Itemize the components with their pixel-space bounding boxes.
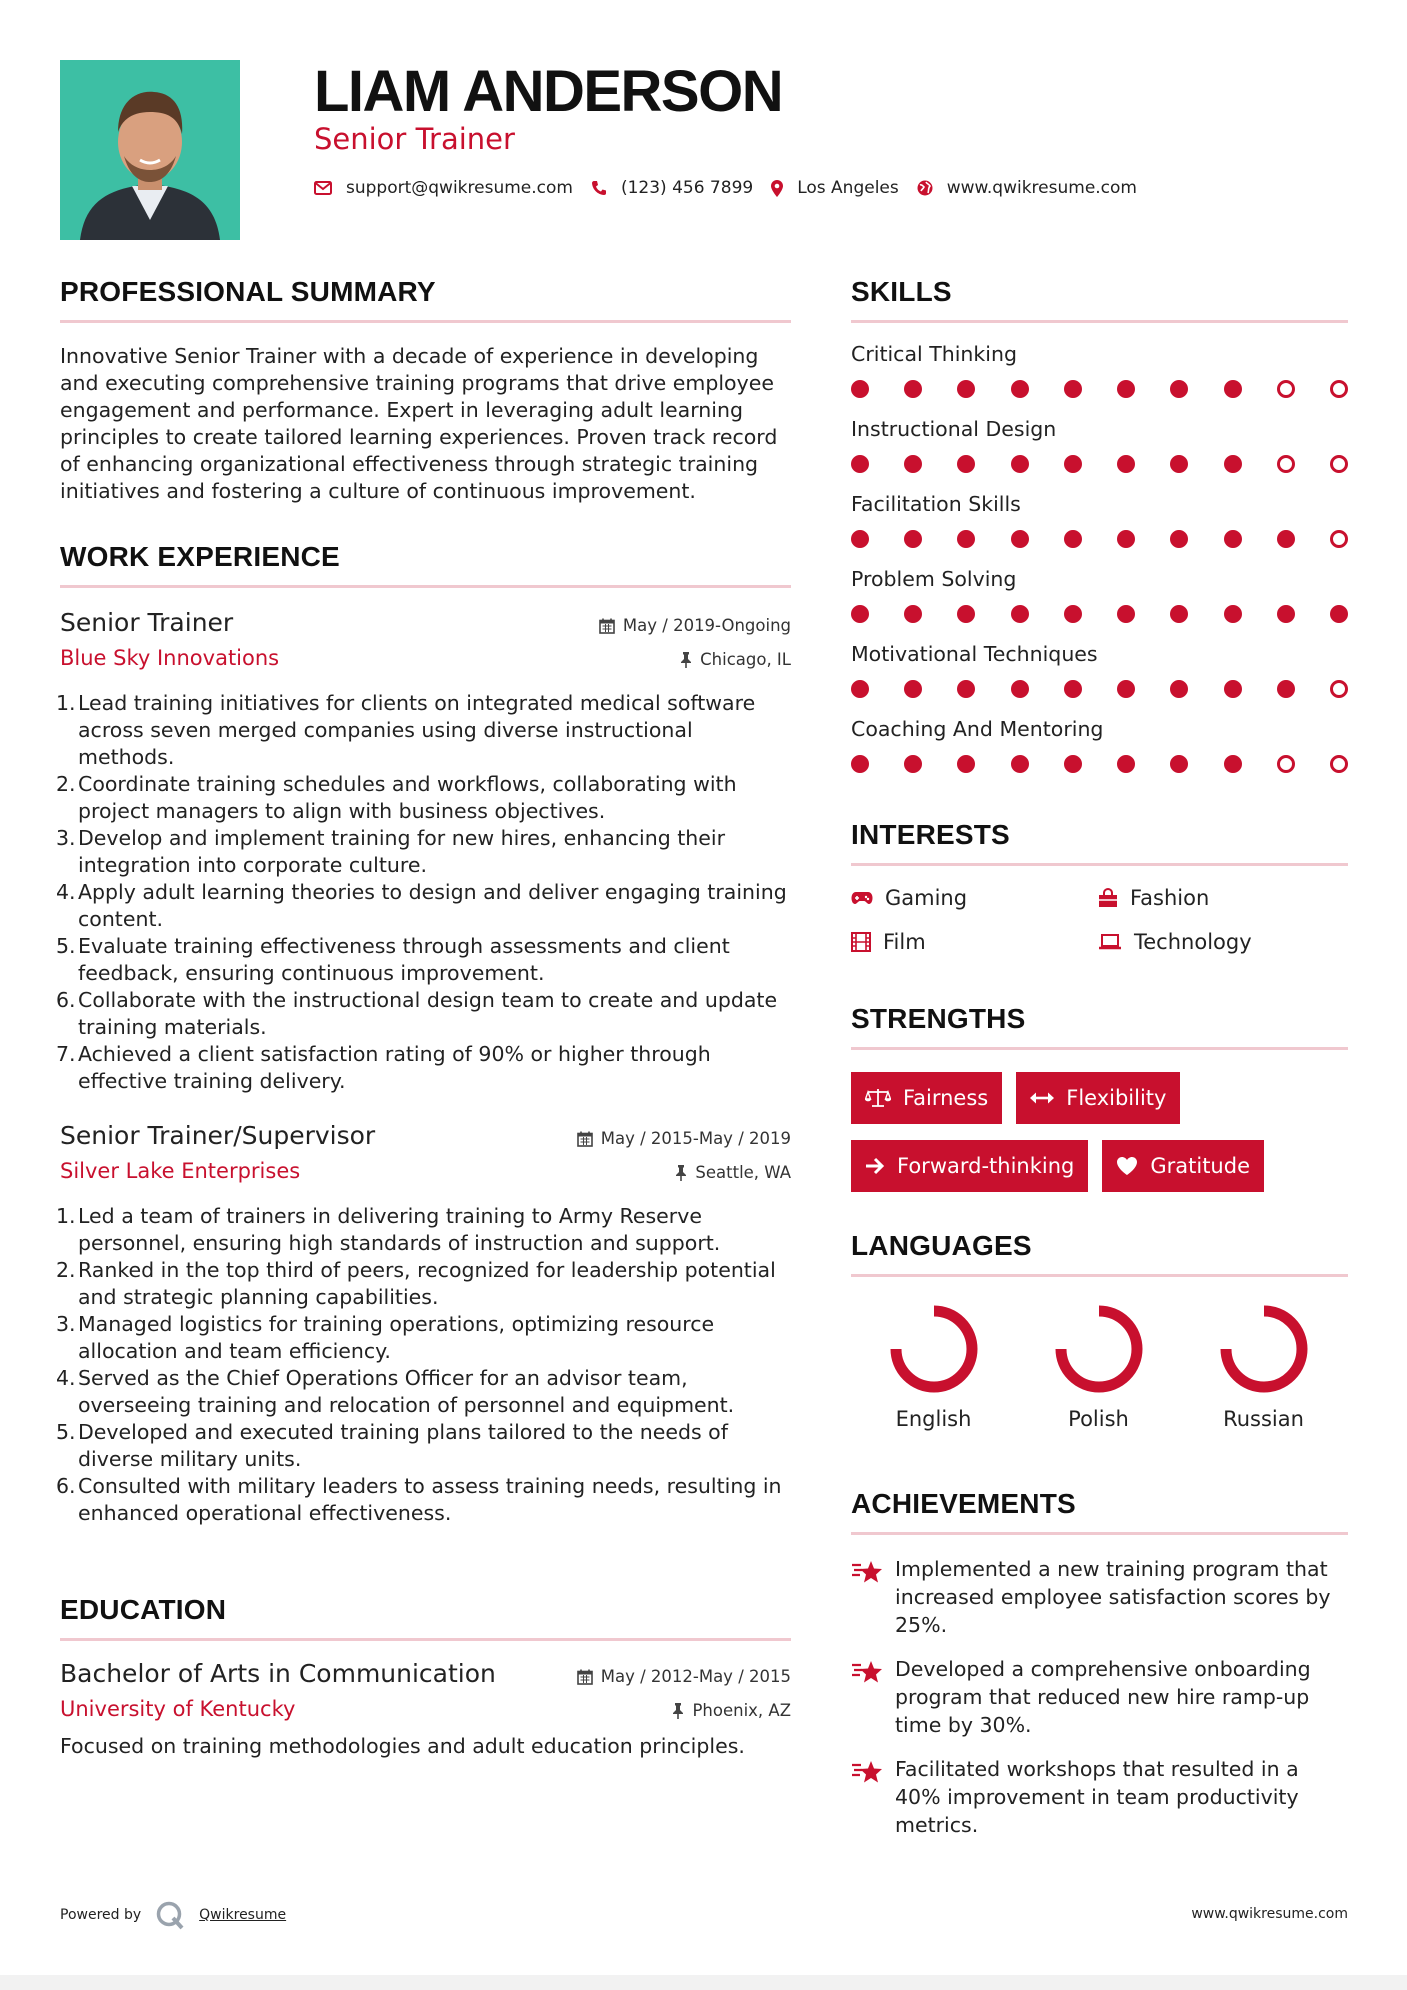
shooting-star-icon: [851, 1759, 883, 1785]
job-entry: [56, 608, 791, 1095]
contact-phone-text: (123) 456 7899: [620, 178, 754, 198]
duty-item: [56, 690, 791, 771]
duty-item: [56, 1041, 791, 1095]
duty-item: [56, 1419, 791, 1473]
skill-name: Instructional Design: [851, 417, 1057, 441]
map-marker-icon: [771, 180, 783, 197]
language-item: [851, 1301, 1016, 1431]
rating-dot-filled: [904, 680, 922, 698]
duty-item: [56, 1311, 791, 1365]
rating-dot-filled: [1170, 530, 1188, 548]
rating-dot-filled: [851, 380, 869, 398]
duty-item: [56, 933, 791, 987]
jobs-list: [56, 608, 791, 1527]
rating-dot-filled: [851, 605, 869, 623]
experience-heading: WORK EXPERIENCE: [60, 541, 791, 588]
rating-dot-filled: [1277, 680, 1295, 698]
candidate-name: LIAM ANDERSON: [314, 59, 783, 124]
rating-dot-filled: [1117, 680, 1135, 698]
envelope-icon: [314, 181, 332, 195]
contact-location-text: Los Angeles: [797, 178, 899, 198]
duty-item: [56, 825, 791, 879]
interest-label: Gaming: [885, 886, 968, 910]
achievements-heading: ACHIEVEMENTS: [851, 1488, 1348, 1535]
skill-item: [851, 716, 1348, 773]
profile-photo: [60, 60, 240, 240]
rating-dot-filled: [1011, 380, 1029, 398]
duty-number: 5.: [56, 1420, 76, 1444]
duty-number: 1.: [56, 691, 76, 715]
skill-name: Facilitation Skills: [851, 492, 1021, 516]
skill-rating: [851, 680, 1348, 698]
rating-dot-filled: [1277, 605, 1295, 623]
rating-dot-filled: [1011, 755, 1029, 773]
rating-dot-filled: [1117, 755, 1135, 773]
summary-text: Innovative Senior Trainer with a decade of experience in developing and executing comprehensive training programs that drive employee engagement and performance. Expert in leveraging adult learning principles to create tailored learning experiences. Proven track record of enhancing organizational effectiveness through strategic training initiatives and fostering a culture of continuous improvement.: [60, 344, 778, 503]
interest-item: [1098, 886, 1348, 910]
job-company: Silver Lake Enterprises: [60, 1159, 301, 1183]
duty-text: Lead training initiatives for clients on integrated medical software across seven merged companies using diverse instructional methods.: [78, 691, 756, 769]
languages-section: [851, 1230, 1348, 1431]
rating-dot-filled: [1170, 605, 1188, 623]
duty-item: [56, 1257, 791, 1311]
rating-dot-filled: [1011, 680, 1029, 698]
interest-item: [851, 930, 1098, 954]
education-degree: Bachelor of Arts in Communication: [60, 1659, 496, 1688]
interests-list: [851, 886, 1348, 954]
interest-label: Technology: [1134, 930, 1252, 954]
rating-dot-empty: [1277, 755, 1295, 773]
language-proficiency-arc: [1226, 1311, 1302, 1387]
skills-heading: SKILLS: [851, 276, 1348, 323]
language-item: [1016, 1301, 1181, 1431]
strength-badge: [851, 1072, 1002, 1124]
interest-label: Fashion: [1130, 886, 1210, 910]
rating-dot-empty: [1330, 530, 1348, 548]
rating-dot-empty: [1330, 380, 1348, 398]
job-entry: [56, 1121, 791, 1527]
summary-section: [60, 276, 791, 505]
duty-text: Developed and executed training plans tailored to the needs of diverse military units.: [78, 1420, 728, 1471]
duty-item: [56, 879, 791, 933]
laptop-icon: [1098, 934, 1122, 950]
strength-badge: [851, 1140, 1088, 1192]
language-name: Russian: [1223, 1407, 1304, 1431]
rating-dot-filled: [904, 530, 922, 548]
duty-item: [56, 1473, 791, 1527]
skill-item: [851, 566, 1348, 623]
duty-text: Ranked in the top third of peers, recognized for leadership potential and strategic planning capabilities.: [78, 1258, 776, 1309]
rating-dot-empty: [1330, 755, 1348, 773]
duty-number: 2.: [56, 1258, 76, 1282]
achievements-section: [851, 1488, 1348, 1855]
rating-dot-filled: [1170, 455, 1188, 473]
rating-dot-filled: [1330, 605, 1348, 623]
rating-dot-filled: [851, 755, 869, 773]
skill-item: [851, 491, 1348, 548]
education-location: [672, 1701, 791, 1720]
rating-dot-filled: [851, 530, 869, 548]
duty-text: Served as the Chief Operations Officer for an advisor team, overseeing training and relocation of personnel and equipment.: [78, 1366, 735, 1417]
achievement-text: Facilitated workshops that resulted in a 40% improvement in team productivity metrics.: [895, 1757, 1299, 1837]
rating-dot-filled: [851, 455, 869, 473]
education-entry: [60, 1659, 791, 1760]
strengths-heading: STRENGTHS: [851, 1003, 1348, 1050]
duty-item: [56, 987, 791, 1041]
achievement-item: [851, 1755, 1348, 1839]
education-date: [577, 1667, 791, 1686]
duty-number: 4.: [56, 880, 76, 904]
contact-location: [771, 178, 899, 198]
rating-dot-filled: [1064, 680, 1082, 698]
rating-dot-filled: [904, 380, 922, 398]
footer-website[interactable]: www.qwikresume.com: [1191, 1906, 1348, 1922]
job-location: [675, 1163, 791, 1182]
rating-dot-filled: [851, 680, 869, 698]
rating-dot-filled: [1117, 605, 1135, 623]
skill-item: [851, 641, 1348, 698]
duty-text: Collaborate with the instructional design team to create and update training materials.: [78, 988, 778, 1039]
skills-list: [851, 341, 1348, 773]
globe-icon: [917, 180, 933, 196]
duty-text: Led a team of trainers in delivering training to Army Reserve personnel, ensuring high standards of instruction and support.: [78, 1204, 721, 1255]
strength-label: Fairness: [903, 1086, 989, 1110]
gamepad-icon: [851, 891, 873, 905]
rating-dot-filled: [904, 455, 922, 473]
job-date-text: May / 2019-Ongoing: [622, 616, 791, 635]
rating-dot-filled: [1064, 605, 1082, 623]
duty-item: [56, 771, 791, 825]
contact-email-text: support@qwikresume.com: [346, 178, 573, 198]
contact-phone[interactable]: [591, 178, 753, 198]
strengths-section: [851, 1003, 1348, 1192]
rating-dot-filled: [1224, 530, 1242, 548]
language-name: Polish: [1068, 1407, 1129, 1431]
duty-number: 6.: [56, 988, 76, 1012]
education-heading: EDUCATION: [60, 1594, 791, 1641]
interest-item: [851, 886, 1098, 910]
contact-bar: [314, 178, 1155, 198]
powered-by-text: Powered by: [60, 1907, 142, 1923]
duty-number: 5.: [56, 934, 76, 958]
language-item: [1181, 1301, 1346, 1431]
shooting-star-icon: [851, 1659, 883, 1685]
phone-icon: [591, 180, 607, 196]
duty-number: 7.: [56, 1042, 76, 1066]
duty-text: Evaluate training effectiveness through assessments and client feedback, ensuring continuous improvement.: [78, 934, 730, 985]
balance-scale-icon: [865, 1088, 891, 1108]
rating-dot-filled: [1170, 680, 1188, 698]
skill-name: Motivational Techniques: [851, 642, 1098, 666]
duty-number: 1.: [56, 1204, 76, 1228]
heart-icon: [1116, 1156, 1138, 1176]
rating-dot-filled: [1011, 455, 1029, 473]
duty-text: Coordinate training schedules and workflows, collaborating with project managers to align with business objectives.: [78, 772, 737, 823]
duty-number: 4.: [56, 1366, 76, 1390]
strength-badge: [1102, 1140, 1264, 1192]
rating-dot-filled: [1170, 380, 1188, 398]
rating-dot-filled: [1117, 380, 1135, 398]
film-icon: [851, 932, 871, 952]
rating-dot-filled: [957, 530, 975, 548]
skill-name: Coaching And Mentoring: [851, 717, 1104, 741]
job-role: Senior Trainer/Supervisor: [60, 1121, 376, 1150]
shooting-star-icon: [851, 1559, 883, 1585]
arrows-horizontal-icon: [1030, 1091, 1054, 1105]
education-date-text: May / 2012-May / 2015: [600, 1667, 791, 1686]
duties-list: [56, 1203, 791, 1527]
rating-dot-filled: [1224, 605, 1242, 623]
duty-number: 3.: [56, 1312, 76, 1336]
interests-heading: INTERESTS: [851, 819, 1348, 866]
rating-dot-filled: [1224, 755, 1242, 773]
pushpin-icon: [680, 652, 692, 668]
contact-website-text: www.qwikresume.com: [946, 178, 1137, 198]
experience-section: [56, 541, 791, 1527]
skill-rating: [851, 605, 1348, 623]
skill-rating: [851, 755, 1348, 773]
pushpin-icon: [672, 1703, 684, 1719]
rating-dot-empty: [1330, 680, 1348, 698]
duty-text: Consulted with military leaders to assess training needs, resulting in enhanced operational effectiveness.: [78, 1474, 782, 1525]
language-name: English: [895, 1407, 972, 1431]
interest-item: [1098, 930, 1348, 954]
skill-name: Problem Solving: [851, 567, 1017, 591]
rating-dot-filled: [1064, 530, 1082, 548]
rating-dot-filled: [957, 605, 975, 623]
rating-dot-empty: [1277, 455, 1295, 473]
calendar-icon: [577, 1131, 593, 1147]
duty-number: 3.: [56, 826, 76, 850]
strengths-list: [851, 1072, 1271, 1192]
job-location-text: Seattle, WA: [695, 1163, 791, 1182]
language-proficiency-ring: [1051, 1301, 1147, 1397]
education-description: Focused on training methodologies and adult education principles.: [60, 1734, 745, 1758]
duty-item: [56, 1203, 791, 1257]
rating-dot-filled: [1011, 605, 1029, 623]
pushpin-icon: [675, 1165, 687, 1181]
achievement-item: [851, 1655, 1348, 1739]
duty-text: Achieved a client satisfaction rating of 90% or higher through effective training delivery.: [78, 1042, 711, 1093]
job-company: Blue Sky Innovations: [60, 646, 280, 670]
rating-dot-filled: [957, 680, 975, 698]
rating-dot-filled: [1064, 455, 1082, 473]
job-location: [680, 650, 791, 669]
rating-dot-filled: [957, 755, 975, 773]
rating-dot-filled: [1064, 755, 1082, 773]
rating-dot-filled: [904, 605, 922, 623]
language-proficiency-arc: [896, 1311, 972, 1387]
duty-number: 6.: [56, 1474, 76, 1498]
rating-dot-filled: [1117, 530, 1135, 548]
skills-section: [851, 276, 1348, 773]
achievements-list: [851, 1555, 1348, 1839]
skill-item: [851, 341, 1348, 398]
duties-list: [56, 690, 791, 1095]
strength-label: Forward-thinking: [897, 1154, 1075, 1178]
rating-dot-filled: [957, 380, 975, 398]
rating-dot-empty: [1330, 455, 1348, 473]
achievement-item: [851, 1555, 1348, 1639]
rating-dot-filled: [1224, 680, 1242, 698]
strength-badge: [1016, 1072, 1180, 1124]
summary-heading: PROFESSIONAL SUMMARY: [60, 276, 791, 323]
job-date-text: May / 2015-May / 2019: [600, 1129, 791, 1148]
achievement-text: Implemented a new training program that increased employee satisfaction scores by 25%.: [895, 1557, 1331, 1637]
strength-label: Flexibility: [1066, 1086, 1167, 1110]
rating-dot-filled: [1117, 455, 1135, 473]
shopping-bag-icon: [1098, 888, 1118, 908]
rating-dot-empty: [1277, 380, 1295, 398]
interests-section: [851, 819, 1348, 954]
skill-item: [851, 416, 1348, 473]
rating-dot-filled: [904, 755, 922, 773]
rating-dot-filled: [1064, 380, 1082, 398]
languages-list: [851, 1301, 1348, 1431]
interest-label: Film: [883, 930, 926, 954]
rating-dot-filled: [1224, 380, 1242, 398]
page-bottom-strip: [0, 1975, 1407, 1990]
qwikresume-logo-icon: [155, 1900, 187, 1930]
arrow-right-icon: [865, 1157, 885, 1175]
language-proficiency-ring: [1216, 1301, 1312, 1397]
strength-label: Gratitude: [1150, 1154, 1250, 1178]
rating-dot-filled: [1277, 530, 1295, 548]
job-date: [599, 616, 791, 635]
language-proficiency-ring: [886, 1301, 982, 1397]
candidate-title: Senior Trainer: [314, 122, 515, 156]
duty-text: Managed logistics for training operations, optimizing resource allocation and team efficiency.: [78, 1312, 715, 1363]
duty-number: 2.: [56, 772, 76, 796]
job-role: Senior Trainer: [60, 608, 234, 637]
contact-email[interactable]: [314, 178, 573, 198]
skill-rating: [851, 455, 1348, 473]
skill-name: Critical Thinking: [851, 342, 1017, 366]
language-proficiency-arc: [1061, 1311, 1137, 1387]
education-school: University of Kentucky: [60, 1697, 296, 1721]
achievement-text: Developed a comprehensive onboarding program that reduced new hire ramp-up time by 30%.: [895, 1657, 1311, 1737]
education-section: [60, 1594, 791, 1760]
job-location-text: Chicago, IL: [700, 650, 791, 669]
calendar-icon: [577, 1669, 593, 1685]
duty-text: Develop and implement training for new hires, enhancing their integration into corporate culture.: [78, 826, 726, 877]
duty-text: Apply adult learning theories to design and deliver engaging training content.: [78, 880, 787, 931]
footer-powered-by: [60, 1900, 286, 1930]
education-location-text: Phoenix, AZ: [692, 1701, 791, 1720]
duty-item: [56, 1365, 791, 1419]
calendar-icon: [599, 618, 615, 634]
rating-dot-filled: [1011, 530, 1029, 548]
skill-rating: [851, 380, 1348, 398]
contact-website[interactable]: [917, 178, 1137, 198]
skill-rating: [851, 530, 1348, 548]
job-date: [577, 1129, 791, 1148]
rating-dot-filled: [1170, 755, 1188, 773]
footer-brand-link[interactable]: Qwikresume: [199, 1907, 287, 1923]
rating-dot-filled: [1224, 455, 1242, 473]
languages-heading: LANGUAGES: [851, 1230, 1348, 1277]
rating-dot-filled: [957, 455, 975, 473]
